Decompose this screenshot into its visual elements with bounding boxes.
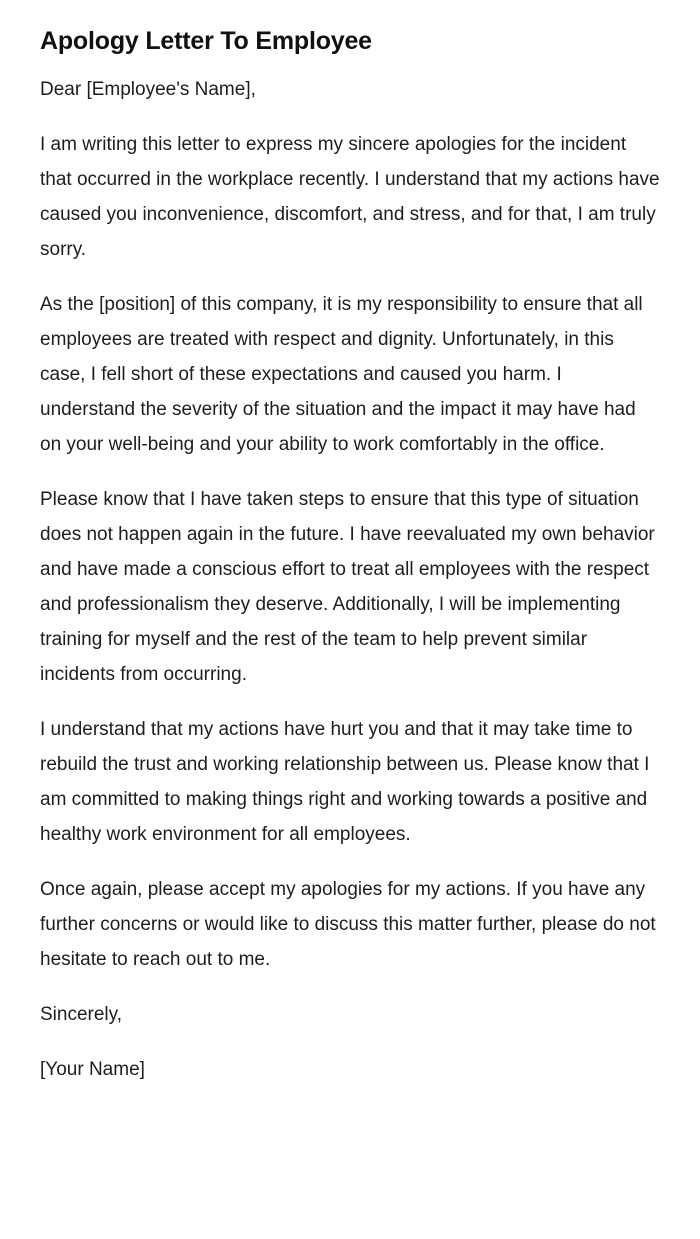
- paragraph-3: Please know that I have taken steps to ensure that this type of situation does not happen again in the future. I have reevaluated my own behavior and have made a conscious effort to treat all employees with the respect and professionalism they deserve. Additionally, I will be implementing training for myself and the rest of the team to help prevent similar incidents from occurring.: [40, 489, 655, 685]
- closing: Sincerely,: [40, 1004, 123, 1025]
- letter-title: Apology Letter To Employee: [40, 27, 372, 55]
- signature: [Your Name]: [40, 1059, 145, 1080]
- paragraph-2: As the [position] of this company, it is my responsibility to ensure that all employees are treated with respect and dignity. Unfortunately, in this case, I fell short of these expectations and caused you harm. I understand the severity of the situation and the impact it may have had on your well-being and your ability to work comfortably in the office.: [40, 294, 643, 455]
- paragraph-1: I am writing this letter to express my sincere apologies for the incident that occurred in the workplace recently. I understand that my actions have caused you inconvenience, discomfort, and stress, and for that, I am truly sorry.: [40, 134, 660, 260]
- paragraph-5: Once again, please accept my apologies for my actions. If you have any further concerns or would like to discuss this matter further, please do not hesitate to reach out to me.: [40, 879, 656, 970]
- salutation: Dear [Employee's Name],: [40, 79, 256, 100]
- paragraph-4: I understand that my actions have hurt you and that it may take time to rebuild the trust and working relationship between us. Please know that I am committed to making things right and working towards a positive and healthy work environment for all employees.: [40, 719, 650, 845]
